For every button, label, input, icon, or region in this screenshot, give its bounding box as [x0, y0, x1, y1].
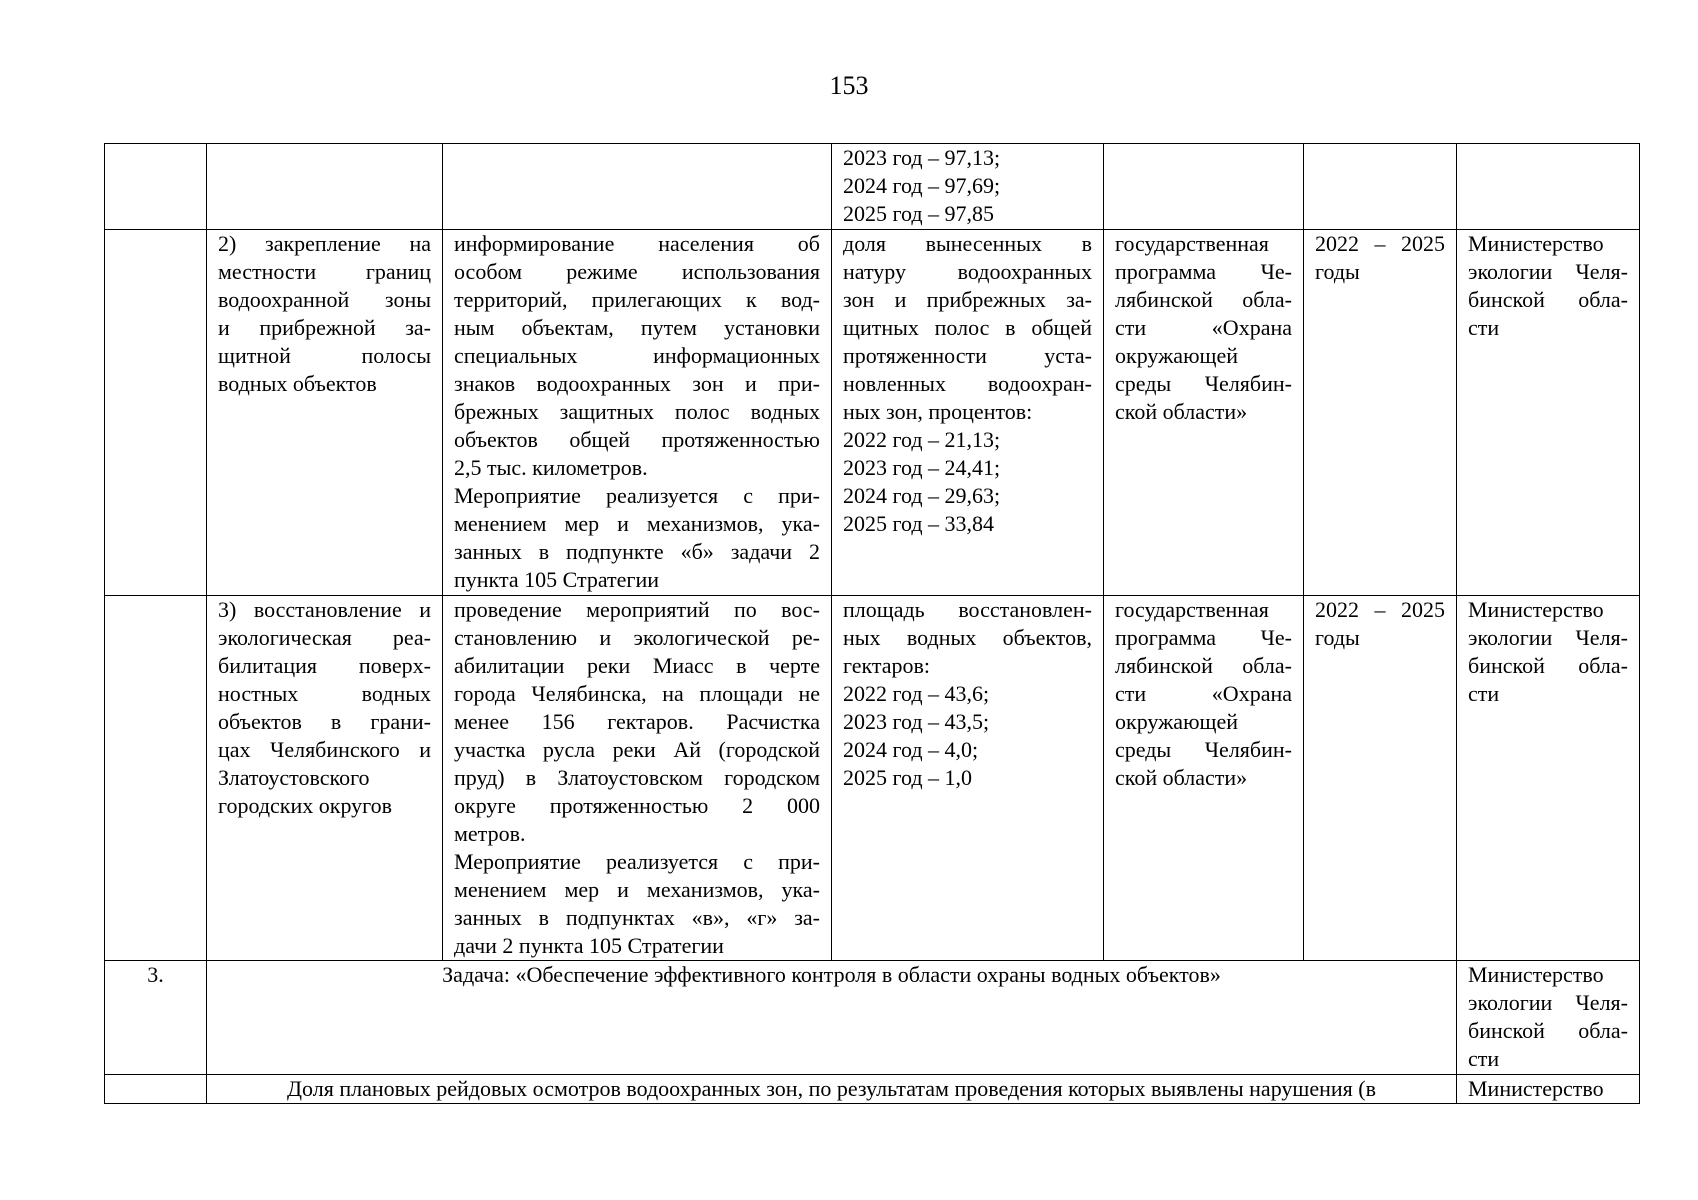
cell-line: лябинской обла- — [1115, 653, 1292, 678]
cell-line: ской области» — [1115, 399, 1248, 424]
cell-line: брежных защитных полос водных — [454, 399, 820, 424]
cell-line: экологическая реа- — [218, 625, 431, 650]
cell-line: гектаров: — [843, 653, 931, 678]
cell-line: 2024 год – 29,63; — [843, 483, 1001, 508]
responsible-cell — [1457, 230, 1640, 596]
cell-line: 2) закрепление на — [218, 231, 431, 256]
cell-line: Министерство — [1468, 597, 1604, 622]
measure-cell — [443, 144, 832, 230]
cell-line: площадь восстановлен- — [843, 597, 1092, 622]
cell-line: щитной полосы — [218, 343, 431, 368]
cell-line: менением мер и механизмов, ука- — [454, 511, 820, 536]
cell-line: метров. — [454, 821, 526, 846]
cell-line: 2025 год – 1,0 — [843, 765, 973, 790]
cell-line: водных объектов — [218, 371, 377, 396]
cell-line: государственная — [1115, 597, 1269, 622]
cell-line: Мероприятие реализуется с при- — [454, 483, 820, 508]
cell-line: 2022 – 2025 — [1315, 231, 1445, 256]
measures-table — [104, 143, 1640, 1104]
task-number: 3. — [105, 961, 207, 1075]
measure-cell — [443, 596, 832, 961]
cell-line: дачи 2 пункта 105 Стратегии — [454, 933, 724, 958]
responsible-cell — [1457, 596, 1640, 961]
cell-line: программа Че- — [1115, 625, 1292, 650]
cell-line: зон и прибрежных за- — [843, 287, 1092, 312]
cell-line: пункта 105 Стратегии — [454, 567, 660, 592]
cell-line: новленных водоохран- — [843, 371, 1092, 396]
cell-line: местности границ — [218, 259, 431, 284]
cell-line: лябинской обла- — [1115, 287, 1292, 312]
cell-line: 2022 год – 43,6; — [843, 681, 990, 706]
page-number: 153 — [829, 71, 869, 100]
direction-cell — [207, 230, 443, 596]
cell-line: проведение мероприятий по вос- — [454, 597, 820, 622]
program-cell — [1104, 144, 1304, 230]
cell-line: 2023 год – 43,5; — [843, 709, 990, 734]
cell-line: экологии Челя- — [1468, 625, 1628, 650]
cell-line: специальных информационных — [454, 343, 820, 368]
cell-line: протяженности уста- — [843, 343, 1092, 368]
cell-line: территорий, прилегающих к вод- — [454, 287, 820, 312]
indicator-cell — [832, 144, 1104, 230]
cell-line: щитных полос в общей — [843, 315, 1092, 340]
table-row — [105, 230, 1640, 596]
cell-line: бинской обла- — [1468, 1018, 1628, 1043]
period-cell — [1304, 144, 1457, 230]
cell-line: ным объектам, путем установки — [454, 315, 820, 340]
responsible-cell — [1457, 1075, 1640, 1104]
table-row — [105, 1075, 1640, 1104]
cell-line: сти «Охрана — [1115, 681, 1292, 706]
cell-line: 2,5 тыс. километров. — [454, 455, 648, 480]
number-cell — [105, 1075, 207, 1104]
cell-line: государственная — [1115, 231, 1269, 256]
measure-cell — [443, 230, 832, 596]
cell-line: окружающей — [1115, 709, 1238, 734]
cell-line: абилитации реки Миасс в черте — [454, 653, 820, 678]
cell-line: 3) восстановление и — [218, 597, 431, 622]
cell-line: знаков водоохранных зон и при- — [454, 371, 820, 396]
responsible-cell — [1457, 961, 1640, 1075]
indicator-cell — [832, 230, 1104, 596]
cell-line: ных водных объектов, — [843, 625, 1092, 650]
cell-line: пруд) в Златоустовском городском — [454, 765, 820, 790]
cell-line: экологии Челя- — [1468, 259, 1628, 284]
cell-line: Златоустовского — [218, 765, 370, 790]
cell-line: программа Че- — [1115, 259, 1292, 284]
cell-line: участка русла реки Ай (городской — [454, 737, 820, 762]
cell-line: 2025 год – 97,85 — [843, 201, 995, 226]
cell-line: объектов в грани- — [218, 709, 431, 734]
number-cell — [105, 230, 207, 596]
direction-cell — [207, 596, 443, 961]
cell-line: ской области» — [1115, 765, 1248, 790]
program-cell — [1104, 596, 1304, 961]
cell-line: городских округов — [218, 793, 393, 818]
cell-line: среды Челябин- — [1115, 371, 1292, 396]
cell-line: города Челябинска, на площади не — [454, 681, 820, 706]
cell-line: сти — [1468, 315, 1500, 340]
cell-line: билитация поверх- — [218, 653, 431, 678]
indicator-cell — [832, 596, 1104, 961]
cell-line: 2022 год – 21,13; — [843, 427, 1001, 452]
table-row — [105, 144, 1640, 230]
cell-line: ностных водных — [218, 681, 431, 706]
cell-line: 2024 год – 4,0; — [843, 737, 979, 762]
cell-line: окружающей — [1115, 343, 1238, 368]
direction-cell — [207, 144, 443, 230]
period-cell — [1304, 230, 1457, 596]
cell-line: округе протяженностью 2 000 — [454, 793, 820, 818]
cell-line: и прибрежной за- — [218, 315, 431, 340]
program-cell — [1104, 230, 1304, 596]
cell-line: менением мер и механизмов, ука- — [454, 877, 820, 902]
number-cell — [105, 144, 207, 230]
period-cell — [1304, 596, 1457, 961]
cell-line: 2025 год – 33,84 — [843, 511, 995, 536]
number-cell — [105, 596, 207, 961]
cell-line: Министерство — [1468, 962, 1604, 987]
cell-line: становлению и экологической ре- — [454, 625, 820, 650]
cell-line: занных в подпунктах «в», «г» за- — [454, 905, 820, 930]
cell-line: экологии Челя- — [1468, 990, 1628, 1015]
cell-line: сти «Охрана — [1115, 315, 1292, 340]
cell-line: бинской обла- — [1468, 287, 1628, 312]
table-row — [105, 596, 1640, 961]
table-row — [105, 961, 1640, 1075]
responsible-cell — [1457, 144, 1640, 230]
cell-line: среды Челябин- — [1115, 737, 1292, 762]
indicator-text: Доля плановых рейдовых осмотров водоохранных зон, по результатам проведения которых выявлены нарушения (в — [207, 1075, 1457, 1104]
cell-line: занных в подпункте «б» задачи 2 — [454, 539, 820, 564]
cell-line: особом режиме использования — [454, 259, 820, 284]
cell-line: Министерство — [1468, 231, 1604, 256]
cell-line: 2024 год – 97,69; — [843, 173, 1001, 198]
cell-line: годы — [1315, 259, 1360, 284]
cell-line: годы — [1315, 625, 1360, 650]
cell-line: 2022 – 2025 — [1315, 597, 1445, 622]
cell-line: бинской обла- — [1468, 653, 1628, 678]
cell-line: натуру водоохранных — [843, 259, 1092, 284]
cell-line: цах Челябинского и — [218, 737, 431, 762]
cell-line: информирование населения об — [454, 231, 820, 256]
cell-line: Министерство — [1468, 1076, 1604, 1101]
task-heading: Задача: «Обеспечение эффективного контроля в области охраны водных объектов» — [207, 961, 1457, 1075]
cell-line: водоохранной зоны — [218, 287, 431, 312]
cell-line: сти — [1468, 1046, 1500, 1071]
cell-line: объектов общей протяженностью — [454, 427, 820, 452]
cell-line: 2023 год – 97,13; — [843, 145, 1001, 170]
cell-line: сти — [1468, 681, 1500, 706]
cell-line: 2023 год – 24,41; — [843, 455, 1001, 480]
cell-line: Мероприятие реализуется с при- — [454, 849, 820, 874]
cell-line: менее 156 гектаров. Расчистка — [454, 709, 820, 734]
cell-line: ных зон, процентов: — [843, 399, 1033, 424]
cell-line: доля вынесенных в — [843, 231, 1092, 256]
